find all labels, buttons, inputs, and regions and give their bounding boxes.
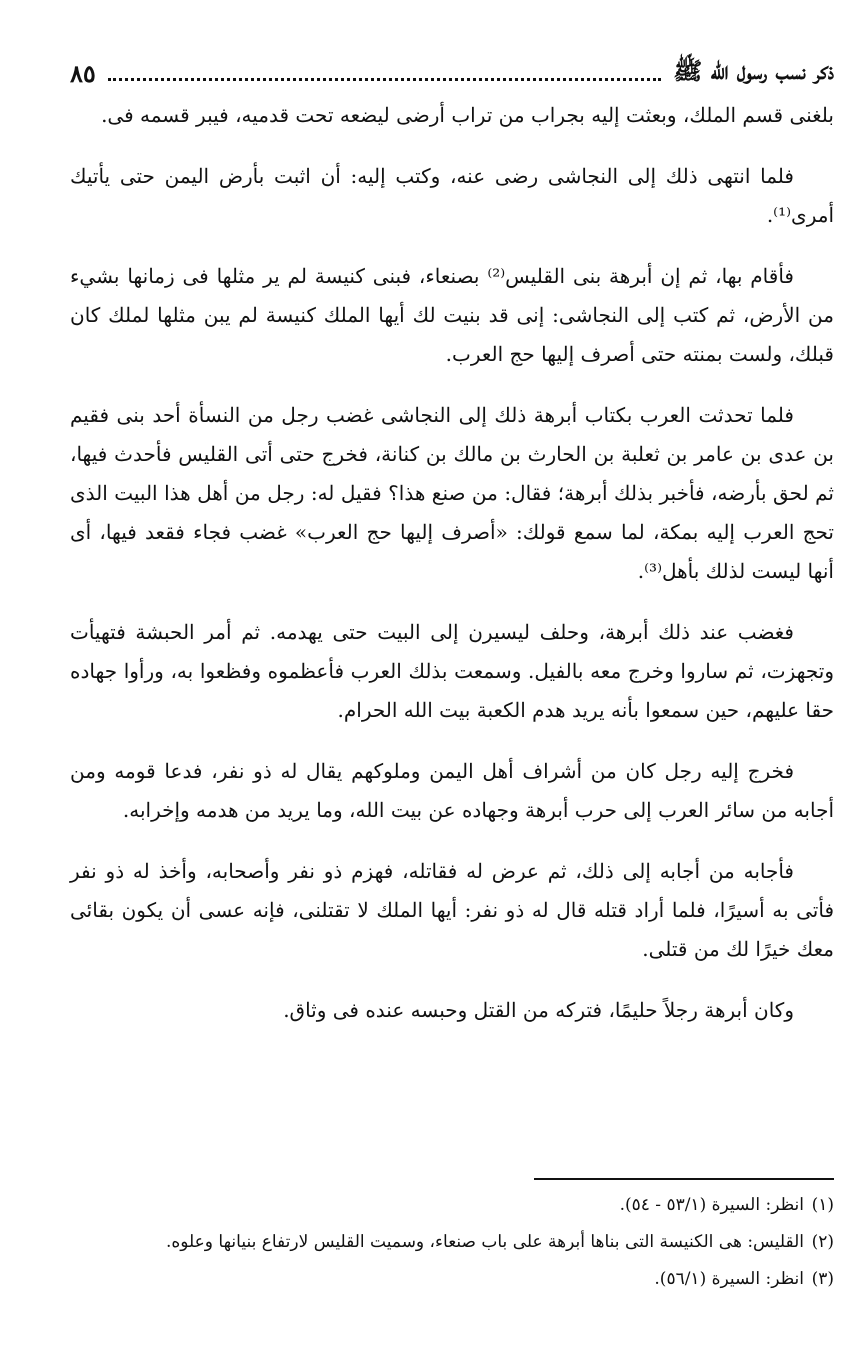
footnote-2: [70, 1227, 834, 1258]
footnote-3: [70, 1264, 834, 1295]
paragraph-3: فأقام بها، ثم إن أبرهة بنى القليس⁽²⁾ بصنعاء، فبنى كنيسة لم ير مثلها فى زمانها بشيء من الأرض، ثم كتب إلى النجاشى: إنى قد بنيت لك أيها الملك كنيسة لم يبن مثلها لملك كان قبلك، ولست بمنته حتى أصرف إليها حج العرب.: [70, 264, 834, 366]
paragraph-5: فغضب عند ذلك أبرهة، وحلف ليسيرن إلى البيت حتى يهدمه. ثم أمر الحبشة فتهيأت وتجهزت، ثم ساروا وخرج معه بالفيل. وسمعت بذلك العرب فأعظموه وفظعوا به، ورأوا جهاده حقا عليهم، حين سمعوا بأنه يريد هدم الكعبة بيت الله الحرام.: [70, 620, 834, 722]
paragraph-6: فخرج إليه رجل كان من أشراف أهل اليمن وملوكهم يقال له ذو نفر، فدعا قومه ومن أجابه من سائر العرب إلى حرب أبرهة وجهاده عن بيت الله، وما يريد من هدمه وإخرابه.: [70, 759, 834, 822]
paragraph-1: بلغنى قسم الملك، وبعثت إليه بجراب من تراب أرضى ليضعه تحت قدميه، فيبر قسمه فى.: [101, 103, 834, 127]
paragraph-7: فأجابه من أجابه إلى ذلك، ثم عرض له فقاتله، فهزم ذو نفر وأصحابه، وأخذ له ذو نفر فأتى به أسيرًا، فلما أراد قتله قال له ذو نفر: أيها الملك لا تقتلنى، فإنه عسى أن يكون بقائى معك خيرًا لك من قتلى.: [70, 859, 835, 961]
footnotes: [70, 1190, 834, 1301]
running-header: [70, 52, 834, 94]
chapter-title: ذكر نسب رسول الله ﷺ: [673, 55, 834, 85]
footnote-divider: [534, 1178, 834, 1180]
dotted-leader: [108, 78, 661, 81]
footnote-number: (١): [811, 1195, 834, 1215]
footnote-1: [70, 1190, 834, 1221]
paragraph-4: فلما تحدثت العرب بكتاب أبرهة ذلك إلى النجاشى غضب رجل من النسأة أحد بنى فقيم بن عدى بن عامر بن ثعلبة بن الحارث بن مالك بن كنانة، فخرج حتى أتى القليس فأحدث فيها، ثم لحق بأرضه، فأخبر بذلك أبرهة؛ فقال: من صنع هذا؟ فقيل له: رجل من أهل هذا البيت الذى تحج العرب إليه بمكة، لما سمع قولك: «أصرف إليها حج العرب» غضب فجاء فقعد فيها، أى أنها ليست لذلك بأهل⁽³⁾.: [70, 403, 834, 583]
paragraph-2: فلما انتهى ذلك إلى النجاشى رضى عنه، وكتب إليه: أن اثبت بأرض اليمن حتى يأتيك أمرى⁽¹⁾.: [70, 164, 834, 227]
footnote-number: (٣): [811, 1269, 834, 1289]
main-text: [70, 96, 834, 1052]
footnote-text: القليس: هى الكنيسة التى بناها أبرهة على باب صنعاء، وسميت القليس لارتفاع بنيانها وعلوه.: [165, 1232, 804, 1252]
page-number: ٨٥: [70, 58, 96, 88]
footnote-number: (٢): [811, 1232, 834, 1252]
footnote-text: انظر: السيرة (٥٦/١).: [654, 1269, 804, 1289]
footnote-text: انظر: السيرة (٥٣/١ - ٥٤).: [619, 1195, 804, 1215]
paragraph-8: وكان أبرهة رجلاً حليمًا، فتركه من القتل وحبسه عنده فى وثاق.: [283, 998, 794, 1022]
